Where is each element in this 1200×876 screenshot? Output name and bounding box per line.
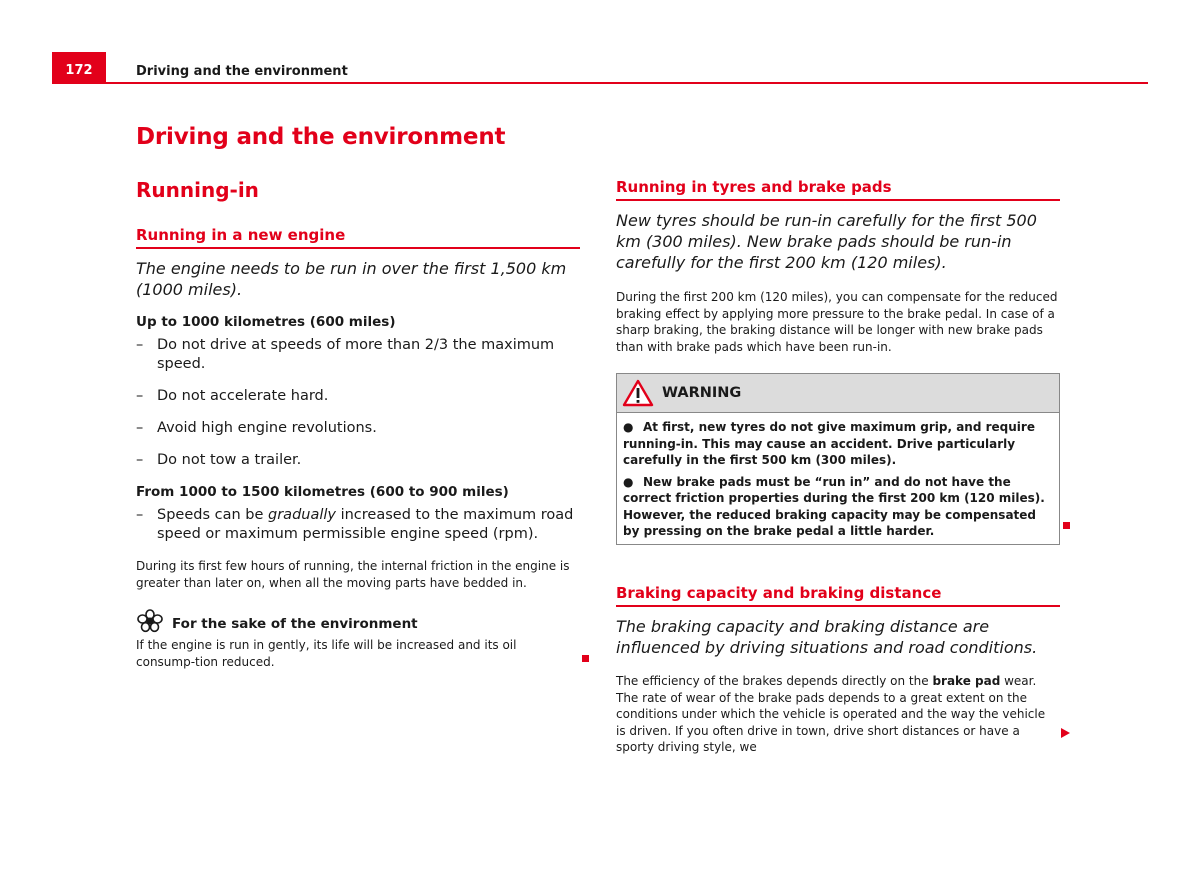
header-rule xyxy=(106,82,1148,84)
list-item xyxy=(136,451,580,470)
header-section-title: Driving and the environment xyxy=(136,64,348,79)
warning-triangle-icon xyxy=(622,379,654,407)
tyres-paragraph: During the first 200 km (120 miles), you can compensate for the reduced braking effect by applying more pressure to the brake pedal. In case of a sharp braking, the braking distance will be longer with new brake pads than with brake pads which have been run-in. xyxy=(616,290,1058,354)
braking-text-post: wear. The rate of wear of the brake pads depends to a great extent on the conditions under which the vehicle is operated and the way the vehicle is driven. If you often drive in town, drive short distances or have a sporty driving style, we xyxy=(616,674,1046,754)
list-item-text: Do not drive at speeds of more than 2/3 the maximum speed. xyxy=(157,337,555,372)
page-number: 172 xyxy=(52,52,106,84)
running-in-heading: Running-in xyxy=(136,178,259,202)
braking-section xyxy=(616,584,1060,756)
group1-title: Up to 1000 kilometres (600 miles) xyxy=(136,314,396,330)
right-column xyxy=(616,178,1060,545)
bullet-marker: ● xyxy=(623,420,634,434)
new-engine-intro: The engine needs to be run in over the first 1,500 km (1000 miles). xyxy=(136,259,567,299)
dash-marker: – xyxy=(136,420,144,436)
list-item-text: Do not accelerate hard. xyxy=(157,388,329,404)
warning-end-marker xyxy=(1063,522,1070,529)
braking-heading: Braking capacity and braking distance xyxy=(616,584,1060,607)
warning-item xyxy=(623,474,1053,540)
list-item xyxy=(136,419,580,438)
warning-item xyxy=(623,419,1053,469)
engine-friction-paragraph: During its first few hours of running, the internal friction in the engine is greater than later on, when all the moving parts have bedded in. xyxy=(136,559,570,590)
page-header xyxy=(52,52,1148,84)
warning-item-text: At first, new tyres do not give maximum grip, and require running-in. This may cause an accident. Drive particularly carefully in the first 500 km (300 miles). xyxy=(623,420,1035,467)
dash-marker: – xyxy=(136,507,144,523)
flower-icon xyxy=(136,609,164,633)
warning-box xyxy=(616,373,1060,545)
continue-arrow-icon xyxy=(1061,728,1070,738)
braking-text-pre: The efficiency of the brakes depends directly on the xyxy=(616,674,933,688)
group2-title: From 1000 to 1500 kilometres (600 to 900 miles) xyxy=(136,484,509,500)
tyres-heading: Running in tyres and brake pads xyxy=(616,178,1060,201)
tyres-intro: New tyres should be run-in carefully for the first 500 km (300 miles). New brake pads should be run-in carefully for the first 200 km (120 miles). xyxy=(616,211,1037,272)
new-engine-heading: Running in a new engine xyxy=(136,226,580,249)
warning-header xyxy=(617,374,1059,413)
section-end-marker xyxy=(582,655,589,662)
list-item-text-post: increased to the maximum road speed or maximum permissible engine speed (rpm). xyxy=(157,507,574,542)
environment-note-header xyxy=(136,609,580,633)
page-title: Driving and the environment xyxy=(136,124,506,150)
left-column xyxy=(136,178,580,670)
dash-marker: – xyxy=(136,388,144,404)
environment-note-text: If the engine is run in gently, its life will be increased and its oil consump-tion reduced. xyxy=(136,638,517,669)
braking-intro: The braking capacity and braking distance are influenced by driving situations and road conditions. xyxy=(616,617,1038,657)
list-item-text: Do not tow a trailer. xyxy=(157,452,302,468)
group2-list xyxy=(136,506,580,544)
list-item xyxy=(136,506,580,544)
bullet-marker: ● xyxy=(623,474,634,489)
braking-paragraph xyxy=(616,673,1052,756)
list-item-text-pre: Speeds can be xyxy=(157,507,269,523)
warning-item-text: New brake pads must be “run in” and do not have the correct friction properties during the first 200 km (120 miles). However, the reduced braking capacity may be compensated by pressing on the brake pedal a little harder. xyxy=(623,474,1045,538)
dash-marker: – xyxy=(136,337,144,353)
list-item-text: Avoid high engine revolutions. xyxy=(157,420,377,436)
list-item xyxy=(136,387,580,406)
group1-list xyxy=(136,336,580,470)
dash-marker: – xyxy=(136,452,144,468)
list-item xyxy=(136,336,580,374)
braking-text-bold: brake pad xyxy=(932,674,1001,688)
environment-note-title: For the sake of the environment xyxy=(172,616,418,632)
list-item-emphasis: gradually xyxy=(268,507,336,523)
warning-body xyxy=(617,413,1059,544)
warning-title: WARNING xyxy=(662,385,742,401)
